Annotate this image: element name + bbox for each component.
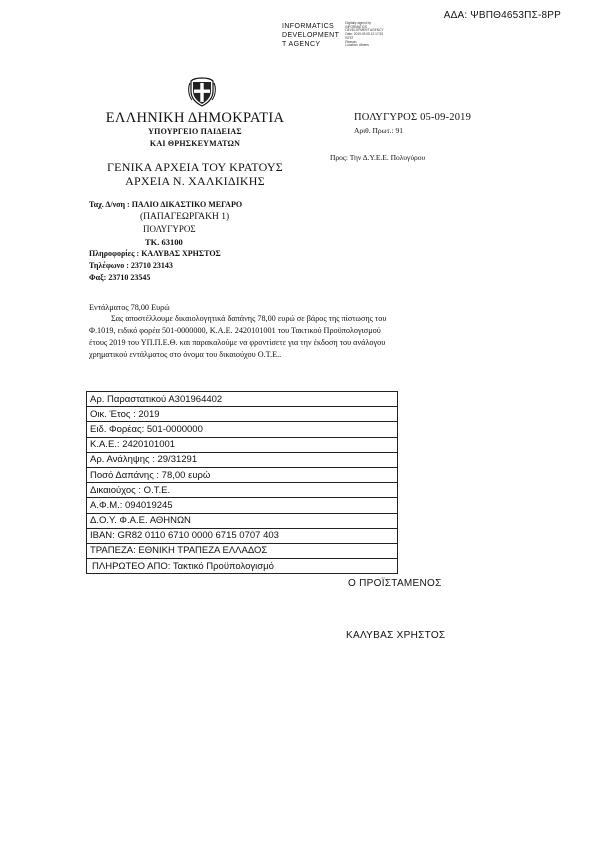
ministry-name: [88, 126, 302, 150]
stamp-detail-line: Date: 2019.09.05 12:17:53: [345, 32, 384, 37]
signature-name: ΚΑΛΥΒΑΣ ΧΡΗΣΤΟΣ: [346, 630, 446, 641]
stamp-details: [345, 22, 383, 49]
table-row: [87, 452, 398, 467]
table-cell: Ποσό Δαπάνης : 78,00 ευρώ: [87, 467, 398, 482]
phone-line: [89, 261, 173, 271]
archives-line: ΓΕΝΙΚΑ ΑΡΧΕΙΑ ΤΟΥ ΚΡΑΤΟΥΣ: [107, 160, 283, 174]
table-cell: Αρ. Ανάληψης : 29/31291: [87, 452, 398, 467]
archives-line: ΑΡΧΕΙΑ Ν. ΧΑΛΚΙΔΙΚΗΣ: [125, 174, 265, 188]
protocol-number: Αριθ. Πρωτ.: 91: [354, 126, 403, 135]
table-row: [87, 392, 398, 407]
table-row: [87, 483, 398, 498]
recipient: Προς: Την Δ.Υ.Ε.Ε. Πολυγύρου: [330, 153, 426, 162]
ministry-line: ΥΠΟΥΡΓΕΙΟ ΠΑΙΔΕΙΑΣ: [148, 127, 242, 136]
address-line-1: [89, 200, 242, 210]
table-cell: ΤΡΑΠΕΖΑ: ΕΘΝΙΚΗ ΤΡΑΠΕΖΑ ΕΛΛΑΔΟΣ: [87, 543, 398, 558]
stamp-detail-line: Location: Athens: [345, 43, 369, 48]
stamp-detail-line: EEST: [345, 35, 354, 40]
stamp-detail-line: INFORMATICS: [345, 24, 368, 29]
table-row: [87, 407, 398, 422]
place-date: ΠΟΛΥΓΥΡΟΣ 05-09-2019: [354, 112, 472, 123]
table-row: [87, 528, 398, 543]
archives-name: [75, 160, 315, 188]
stamp-detail-line: Digitally signed by: [345, 21, 372, 25]
signature-title: Ο ΠΡΟΪΣΤΑΜΕΝΟΣ: [348, 578, 442, 589]
info-value: ΚΑΛΥΒΑΣ ΧΡΗΣΤΟΣ: [141, 249, 221, 258]
postal-code: ΤΚ. 63100: [145, 237, 183, 247]
stamp-main-text: [282, 22, 339, 49]
digital-signature-stamp: [282, 22, 384, 49]
ada-code: ΑΔΑ: ΨΒΠΘ4653ΠΣ-8ΡΡ: [443, 10, 561, 21]
table-row: [87, 513, 398, 528]
body-line-4: χρηματικού εντάλματος στο όνομα του δικαιούχου Ο.Τ.Ε..: [89, 350, 282, 359]
table-row: [87, 498, 398, 513]
phone-value: 23710 23143: [130, 261, 173, 270]
table-cell: ΠΛΗΡΩΤΕΟ ΑΠΟ: Τακτικό Προϋπολογισμό: [87, 559, 398, 574]
info-line: [89, 249, 221, 259]
table-row: [87, 543, 398, 558]
fax-label: Φαξ:: [89, 273, 107, 282]
ministry-line: ΚΑΙ ΘΡΗΣΚΕΥΜΑΤΩΝ: [149, 139, 241, 148]
fax-line: [89, 273, 150, 283]
info-label: Πληροφορίες :: [89, 249, 140, 258]
stamp-detail-line: DEVELOPMENT AGENCY: [345, 28, 384, 33]
table-row: [87, 467, 398, 482]
table-cell: Οικ. Έτος : 2019: [87, 407, 398, 422]
body-line-1: Σας αποστέλλουμε δικαιολογητικά δαπάνης 78,00 ευρώ σε βάρος της πίστωσης του: [111, 314, 387, 323]
amount-line: Εντάλματος 78,00 Ευρώ: [89, 303, 170, 312]
table-row: [87, 559, 398, 574]
address-value: ΠΑΛΙΟ ΔΙΚΑΣΤΙΚΟ ΜΕΓΑΡΟ: [131, 200, 243, 209]
stamp-line: INFORMATICS: [282, 23, 335, 30]
republic-title: ΕΛΛΗΝΙΚΗ ΔΗΜΟΚΡΑΤΙΑ: [105, 110, 285, 126]
table-cell: Αρ. Παραστατικού Α301964402: [87, 392, 398, 407]
table-cell: IBAN: GR82 0110 6710 0000 6715 0707 403: [87, 528, 398, 543]
phone-label: Τηλέφωνο :: [89, 261, 129, 270]
table-cell: Δικαιούχος : Ο.Τ.Ε.: [87, 483, 398, 498]
body-line-3: έτους 2019 του ΥΠ.Π.Ε.Θ. και παρακαλούμε να φροντίσετε για την έκδοση του ανάλογου: [89, 338, 386, 347]
payment-info-table: [86, 391, 398, 574]
address-label: Ταχ. Δ/νση :: [89, 200, 130, 209]
address-line-3: ΠΟΛΥΓΥΡΟΣ: [143, 224, 196, 234]
stamp-line: T AGENCY: [282, 41, 321, 48]
table-row: [87, 437, 398, 452]
body-line-2: Φ.1019, ειδικό φορέα 501-0000000, Κ.Α.Ε. 2420101001 του Τακτικού Προϋπολογισμού: [89, 326, 381, 335]
stamp-detail-line: Reason:: [345, 39, 358, 44]
address-line-2: (ΠΑΠΑΓΕΩΡΓΑΚΗ 1): [140, 212, 230, 222]
table-cell: Κ.Α.Ε.: 2420101001: [87, 437, 398, 452]
table-cell: Ειδ. Φορέας: 501-0000000: [87, 422, 398, 437]
greek-emblem-icon: [188, 77, 216, 107]
fax-value: 23710 23545: [108, 273, 151, 282]
stamp-line: DEVELOPMENT: [282, 32, 340, 39]
table-cell: Δ.Ο.Υ. Φ.Α.Ε. ΑΘΗΝΩΝ: [87, 513, 398, 528]
table-cell: Α.Φ.Μ.: 094019245: [87, 498, 398, 513]
table-row: [87, 422, 398, 437]
